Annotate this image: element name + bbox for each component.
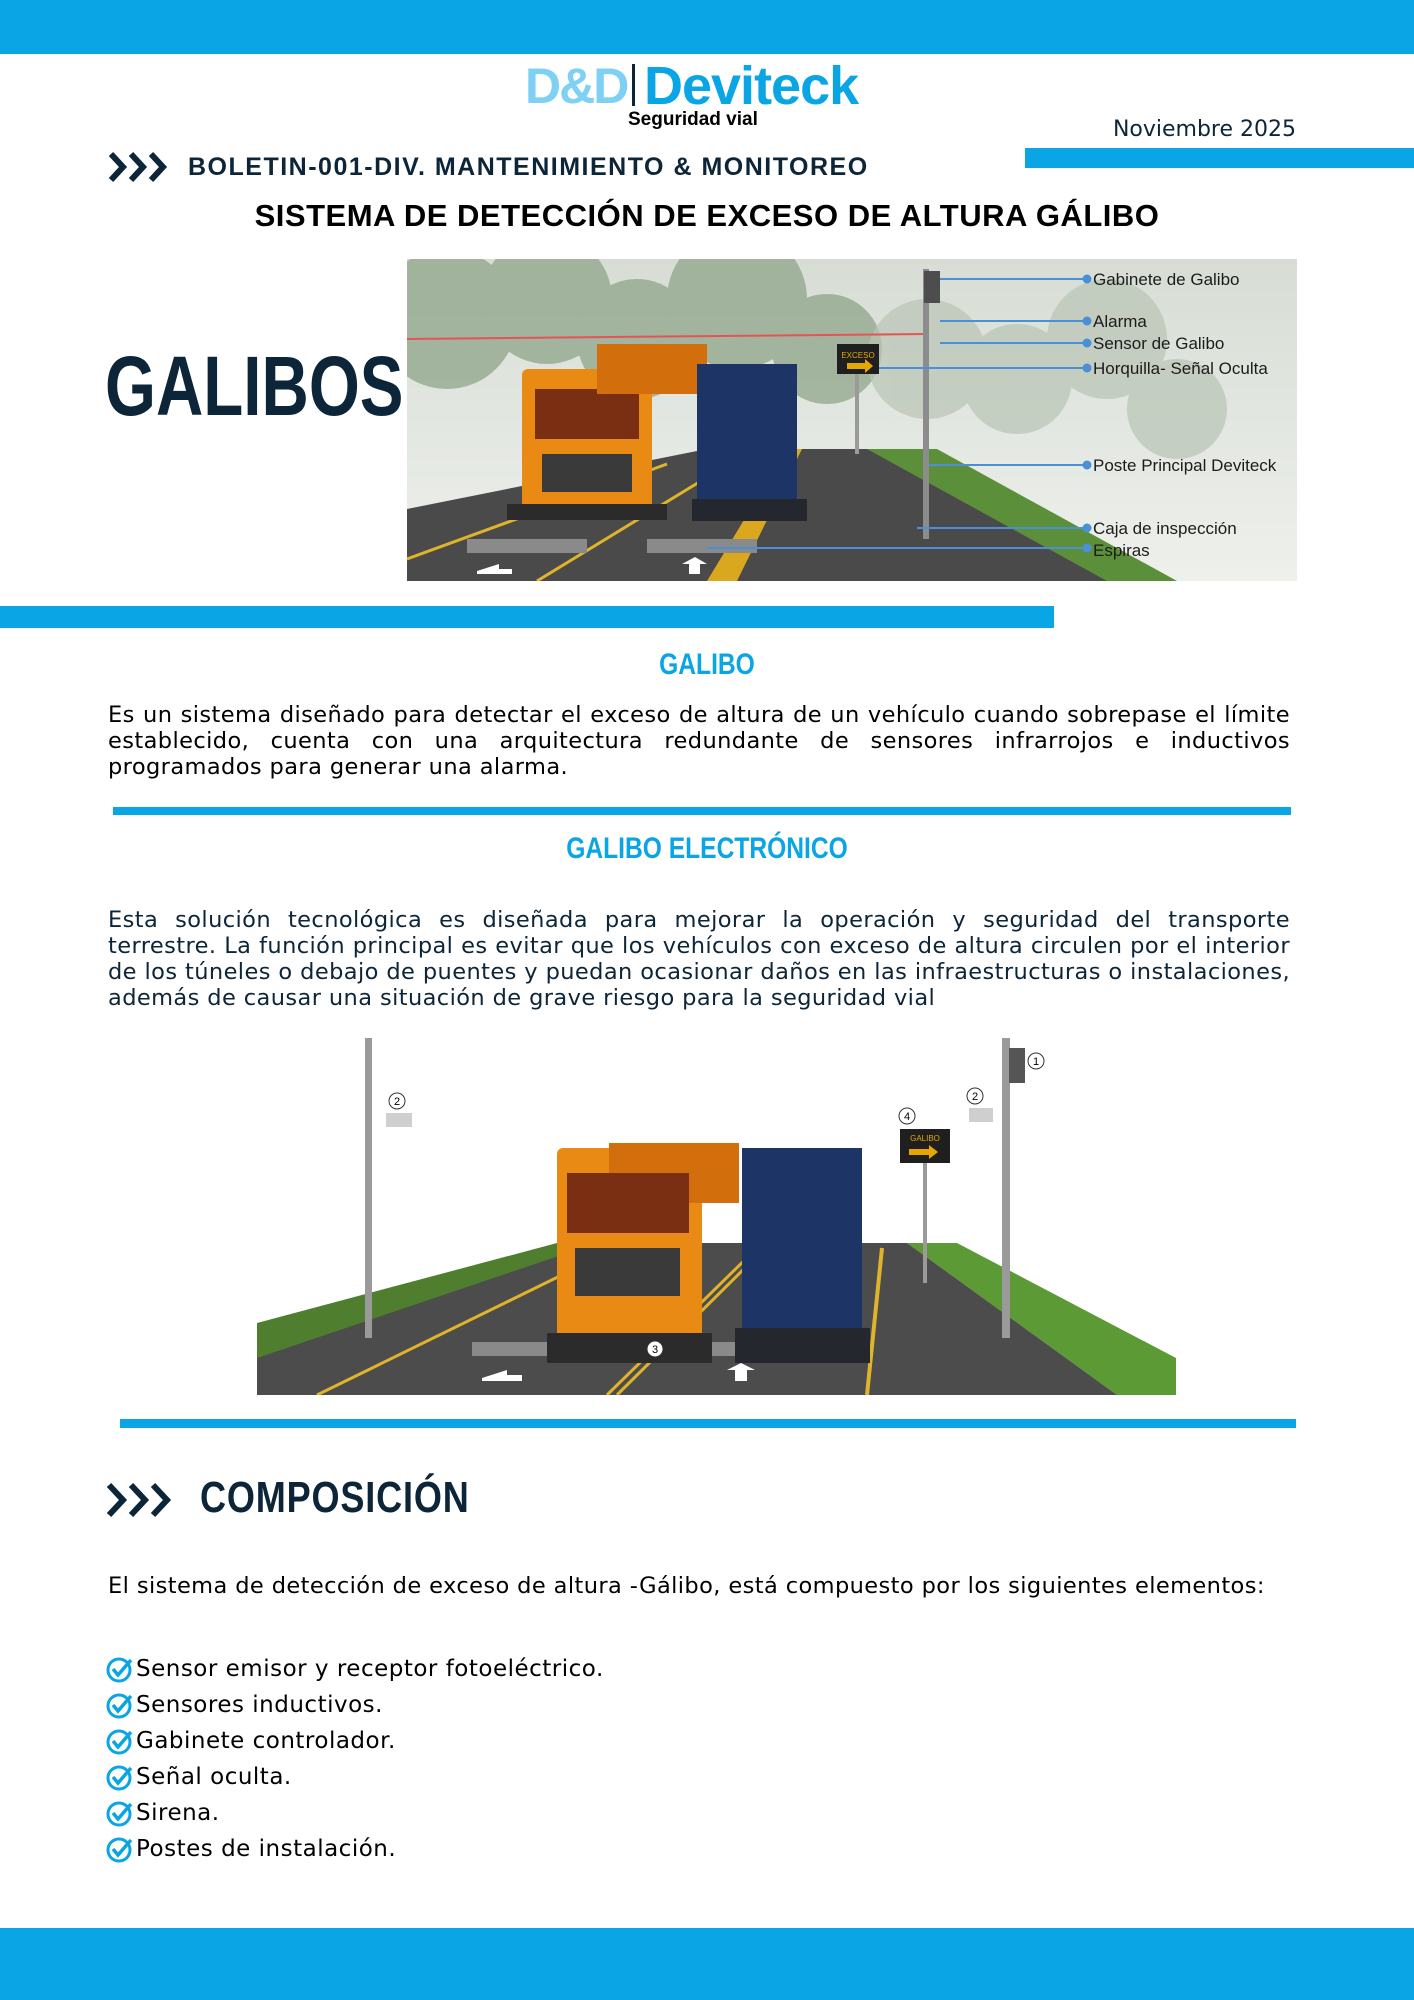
check-circle-icon: [106, 1691, 134, 1719]
check-circle-icon: [106, 1835, 134, 1863]
sign-text-1: EXCESO: [841, 351, 875, 360]
bulletin-code: BOLETIN-001-DIV. MANTENIMIENTO & MONITOREO: [188, 153, 869, 181]
list-item: [106, 1651, 604, 1687]
section-title-galibo: GALIBO: [659, 648, 755, 681]
list-item-label: Sensor emisor y receptor fotoeléctrico.: [136, 1656, 604, 1682]
date-underline: [1025, 148, 1414, 168]
diagram-label: Alarma: [1093, 312, 1147, 331]
diagram-label: Horquilla- Señal Oculta: [1093, 359, 1268, 378]
diagram-label: Sensor de Galibo: [1093, 334, 1225, 353]
list-item-label: Sensores inductivos.: [136, 1692, 383, 1718]
marker-2b: 2: [971, 1091, 979, 1103]
hero-heading: GALIBOS: [105, 339, 404, 433]
section-title-galibo-electronico: GALIBO ELECTRÓNICO: [566, 832, 848, 865]
list-item-label: Gabinete controlador.: [136, 1728, 396, 1754]
list-item-label: Sirena.: [136, 1800, 220, 1826]
galibo-description: Es un sistema diseñado para detectar el exceso de altura de un vehículo cuando sobrepase el límite establecido, cuenta con una arquitectura redundante de sensores infrarrojos e inductivos programados para generar una alarma.: [108, 702, 1290, 780]
chevrons-icon: [108, 150, 172, 184]
check-circle-icon: [106, 1727, 134, 1755]
marker-4: 4: [903, 1111, 911, 1123]
diagram-label: Poste Principal Deviteck: [1093, 456, 1277, 475]
list-item: [106, 1723, 604, 1759]
diagram-label: Espiras: [1093, 541, 1150, 560]
diagram-label: Caja de inspección: [1093, 519, 1237, 538]
chevrons-icon: [106, 1480, 174, 1520]
component-list: [106, 1651, 604, 1867]
list-item: [106, 1831, 604, 1867]
check-circle-icon: [106, 1655, 134, 1683]
logo-separator: [632, 64, 635, 106]
list-item: [106, 1795, 604, 1831]
list-item-label: Postes de instalación.: [136, 1836, 397, 1862]
section-title-composicion: COMPOSICIÓN: [200, 1473, 470, 1522]
logo-mark: D&D: [525, 58, 628, 114]
bottom-band: [0, 1928, 1414, 2000]
list-item: [106, 1759, 604, 1795]
section-divider: [120, 1419, 1296, 1428]
sign-text-2: GALIBO: [910, 1134, 940, 1143]
issue-date: Noviembre 2025: [1112, 117, 1296, 142]
top-band: [0, 0, 1414, 54]
galibo-electronico-description: Esta solución tecnológica es diseñada para mejorar la operación y seguridad del transporte terrestre. La función principal es evitar que los vehículos con exceso de altura circulen por el interior de los túneles o debajo de puentes y puedan ocasionar daños en las infraestructuras o instalaciones, además de causar una situación de grave riesgo para la seguridad vial: [108, 907, 1290, 1011]
section-divider: [0, 606, 1054, 628]
page-title: SISTEMA DE DETECCIÓN DE EXCESO DE ALTURA GÁLIBO: [254, 198, 1160, 233]
hero-diagram: [407, 259, 1297, 581]
diagram-label: Gabinete de Galibo: [1093, 270, 1240, 289]
marker-1: 1: [1032, 1056, 1040, 1068]
composicion-intro: El sistema de detección de exceso de altura -Gálibo, está compuesto por los siguientes elementos:: [108, 1573, 1265, 1599]
marker-2: 2: [393, 1096, 401, 1108]
check-circle-icon: [106, 1763, 134, 1791]
list-item: [106, 1687, 604, 1723]
section-divider: [113, 807, 1291, 815]
road-diagram: [257, 1038, 1176, 1395]
list-item-label: Señal oculta.: [136, 1764, 292, 1790]
logo-brand: Deviteck: [644, 56, 859, 116]
check-circle-icon: [106, 1799, 134, 1827]
marker-3: 3: [651, 1344, 659, 1356]
logo-subtitle: Seguridad vial: [628, 109, 758, 130]
